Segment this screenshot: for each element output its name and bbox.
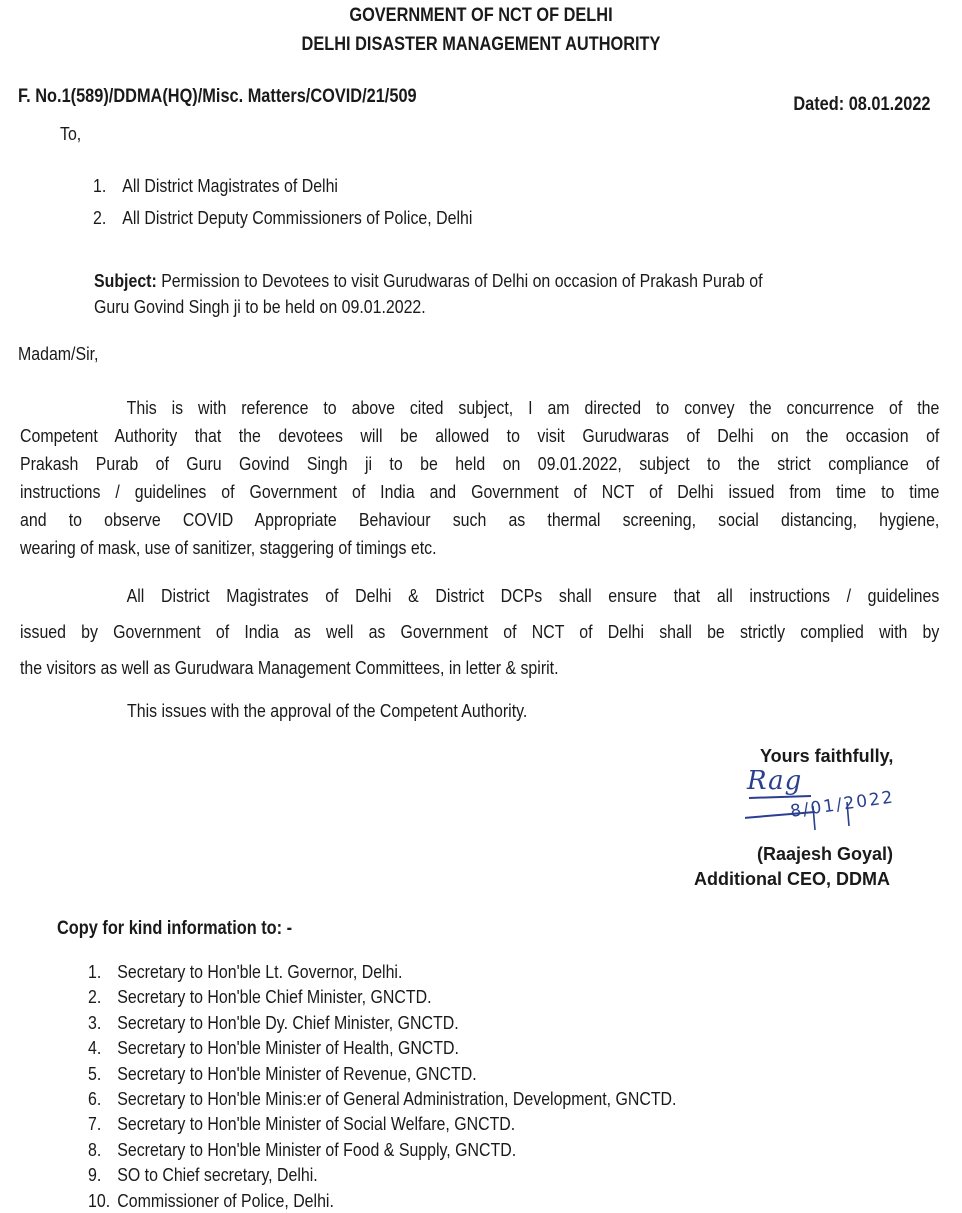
copy-to-item	[88, 1137, 676, 1162]
copy-to-text: Secretary to Hon'ble Minister of Health, GNCTD.	[117, 1037, 459, 1059]
copy-to-text: Secretary to Hon'ble Dy. Chief Minister, GNCTD.	[117, 1011, 459, 1033]
copy-to-number: 1.	[88, 961, 102, 982]
copy-to-heading: Copy for kind information to: -	[57, 918, 293, 939]
paragraph-3: This issues with the approval of the Competent Authority.	[127, 700, 528, 721]
copy-to-item	[88, 1061, 676, 1086]
paragraph-2-line: the visitors as well as Gurudwara Management Committees, in letter & spirit.	[20, 657, 559, 678]
government-name: GOVERNMENT OF NCT OF DELHI	[349, 5, 613, 26]
signatory-name: (Raajesh Goyal)	[757, 844, 894, 864]
to-label: To,	[60, 123, 82, 144]
copy-to-item	[88, 1035, 676, 1060]
signatory-designation: Additional CEO, DDMA	[694, 869, 890, 889]
paragraph-2	[20, 578, 939, 686]
copy-to-number: 4.	[88, 1037, 102, 1059]
copy-to-item	[88, 1111, 676, 1136]
copy-to-number: 5.	[88, 1062, 102, 1084]
subject-label: Subject:	[94, 270, 157, 291]
copy-to-item	[88, 959, 676, 984]
copy-to-text: Commissioner of Police, Delhi.	[117, 1189, 334, 1211]
paragraph-2-line: issued by Government of India as well as Government of NCT of Delhi shall be strictly complied with by	[20, 621, 940, 642]
addressee-number: 1.	[93, 175, 107, 196]
copy-to-text: Secretary to Hon'ble Lt. Governor, Delhi.	[117, 961, 403, 982]
paragraph-1-line: Prakash Purab of Guru Govind Singh ji to be held on 09.01.2022, subject to the strict compliance of	[20, 453, 940, 474]
copy-to-item	[88, 1162, 676, 1187]
signature-date: 8/01/2022	[789, 787, 896, 822]
copy-to-text: Secretary to Hon'ble Chief Minister, GNCTD.	[117, 986, 432, 1008]
closing: Yours faithfully,	[760, 746, 894, 766]
copy-to-text: Secretary to Hon'ble Minister of Revenue, GNCTD.	[117, 1062, 477, 1084]
copy-to-number: 6.	[88, 1088, 102, 1110]
addressee-item	[93, 202, 472, 234]
copy-to-text: Secretary to Hon'ble Minis:er of General Administration, Development, GNCTD.	[117, 1088, 677, 1110]
letterhead	[0, 2, 962, 60]
dated: Dated: 08.01.2022	[792, 94, 930, 115]
copy-to-list	[88, 959, 772, 1213]
copy-to-number: 9.	[88, 1164, 102, 1186]
salutation: Madam/Sir,	[18, 343, 99, 364]
copy-to-item	[88, 1086, 676, 1111]
paragraph-1-line: wearing of mask, use of sanitizer, staggering of timings etc.	[20, 537, 437, 558]
copy-to-text: Secretary to Hon'ble Minister of Food & Supply, GNCTD.	[117, 1138, 517, 1160]
copy-to-item	[88, 1010, 676, 1035]
copy-to-number: 10.	[88, 1189, 111, 1211]
paragraph-1-line: and to observe COVID Appropriate Behaviour such as thermal screening, social distancing, hygiene,	[20, 509, 940, 530]
subject-line-1	[94, 268, 945, 294]
file-number: F. No.1(589)/DDMA(HQ)/Misc. Matters/COVID/21/509	[18, 86, 417, 107]
addressee-text: All District Deputy Commissioners of Police, Delhi	[122, 207, 473, 228]
addressee-number: 2.	[93, 207, 107, 228]
copy-to-text: Secretary to Hon'ble Minister of Social Welfare, GNCTD.	[117, 1113, 516, 1135]
subject-block	[94, 268, 945, 320]
paragraph-1-line: instructions / guidelines of Government of India and Government of NCT of Delhi issued from time to time	[20, 481, 940, 502]
addressee-item	[93, 170, 472, 202]
paragraph-1-line: This is with reference to above cited subject, I am directed to convey the concurrence of the	[126, 397, 940, 418]
copy-to-number: 3.	[88, 1011, 102, 1033]
copy-to-text: SO to Chief secretary, Delhi.	[117, 1164, 318, 1186]
signature-initials: Rag	[747, 766, 803, 796]
copy-to-number: 7.	[88, 1113, 102, 1135]
handwritten-signature	[745, 766, 925, 838]
authority-name: DELHI DISASTER MANAGEMENT AUTHORITY	[301, 34, 661, 55]
copy-to-item	[88, 984, 676, 1009]
copy-to-number: 2.	[88, 986, 102, 1008]
paragraph-2-line: All District Magistrates of Delhi & District DCPs shall ensure that all instructions / guidelines	[126, 585, 940, 606]
addressee-list	[93, 170, 534, 234]
copy-to-number: 8.	[88, 1138, 102, 1160]
subject-text-1: Permission to Devotees to visit Gurudwaras of Delhi on occasion of Prakash Purab of	[161, 270, 763, 291]
paragraph-1-line: Competent Authority that the devotees will be allowed to visit Gurudwaras of Delhi on the occasion of	[20, 425, 940, 446]
subject-text-2: Guru Govind Singh ji to be held on 09.01.2022.	[94, 296, 426, 317]
paragraph-1	[20, 394, 939, 562]
copy-to-item	[88, 1188, 676, 1213]
addressee-text: All District Magistrates of Delhi	[122, 175, 338, 196]
